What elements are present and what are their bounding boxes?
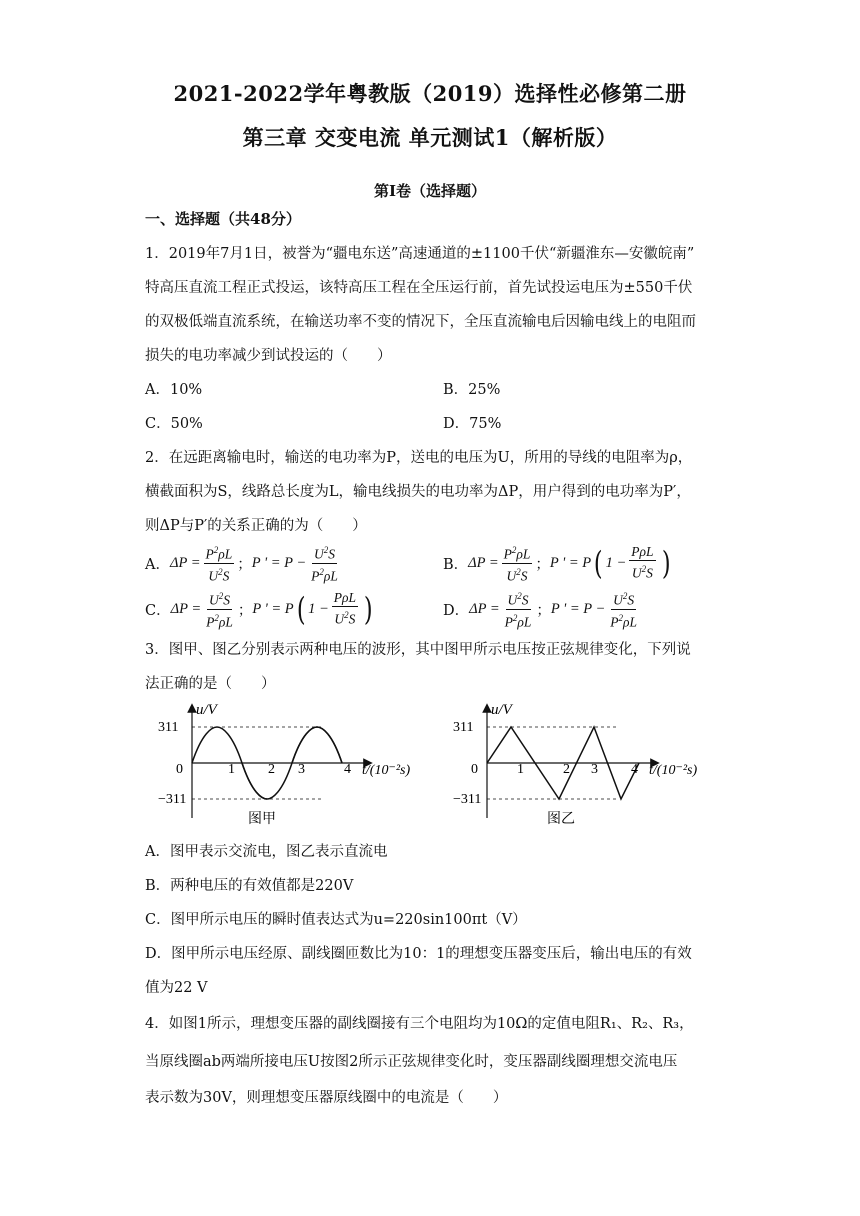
q2-option-b-label: B．: [443, 556, 469, 573]
y-min-label: −311: [453, 792, 482, 807]
q2-option-d[interactable]: D． ΔP = $\frac{U^2S}{P^2\rho L}$ ； P ' = P − $\frac{U^2S}{P^2\rho L}$: [443, 588, 642, 630]
figure-caption: 图甲: [248, 812, 276, 827]
q3-option-d[interactable]: D．图甲所示电压经原、副线圈匝数比为10：1的理想变压器变压后，输出电压的有效: [145, 946, 692, 962]
q4-line: 当原线圈ab两端所接电压U按图2所示正弦规律变化时，变压器副线圈理想交流电压: [145, 1054, 678, 1070]
q2-option-c-label: C．: [145, 602, 171, 619]
q3-line: 3．图甲、图乙分别表示两种电压的波形，其中图甲所示电压按正弦规律变化，下列说: [145, 642, 691, 658]
q1-line: 损失的电功率减少到试投运的（ ）: [145, 348, 392, 364]
q2-option-b[interactable]: B． ΔP = $\frac{P^2\rho L}{U^2S}$ ； P ' = P ( 1 − $\frac{\text{PρL}}{U^2S}$ ): [443, 544, 671, 583]
formula-a: ΔP =: [169, 554, 201, 571]
q3-option-a[interactable]: A．图甲表示交流电，图乙表示直流电: [145, 844, 388, 860]
x-axis-label: t/(10⁻²s): [362, 763, 411, 778]
q3-line: 法正确的是（ ）: [145, 676, 276, 692]
q1-option-b[interactable]: B．25%: [443, 382, 501, 398]
q1-option-a[interactable]: A．10%: [145, 382, 203, 398]
section-heading: 一、选择题（共48分）: [145, 210, 301, 228]
x-tick: 4: [344, 762, 351, 777]
origin-label: 0: [176, 762, 183, 777]
q3-option-d-cont: 值为22 V: [145, 980, 208, 996]
volume-heading: 第Ⅰ卷（选择题）: [373, 182, 487, 200]
q3-option-b[interactable]: B．两种电压的有效值都是220V: [145, 878, 354, 894]
formula-d: ΔP =: [469, 600, 500, 617]
q1-line: 1．2019年7月1日，被誉为“疆电东送”高速通道的±1100千伏“新疆淮东—安徽皖南”: [145, 246, 695, 262]
y-max-label: 311: [158, 720, 179, 735]
x-axis-label: t/(10⁻²s): [649, 763, 698, 778]
q1-line: 的双极低端直流系统，在输送功率不变的情况下，全压直流输电后因输电线上的电阻而: [145, 314, 696, 330]
x-tick: 4: [631, 762, 638, 777]
q2-option-a[interactable]: A． ΔP = $\frac{P^2\rho L}{U^2S}$ ； P ' = P − $\frac{U^2S}{P^2\rho L}$: [145, 542, 343, 584]
q1-line: 特高压直流工程正式投运，该特高压工程在全压运行前，首先试投运电压为±550千伏: [145, 280, 693, 296]
q1-option-c[interactable]: C．50%: [145, 416, 203, 432]
q2-line: 2．在远距离输电时，输送的电功率为P，送电的电压为U，所用的导线的电阻率为ρ，: [145, 450, 693, 466]
q2-line: 则ΔP与P′的关系正确的为（ ）: [145, 518, 367, 534]
q1-option-d[interactable]: D．75%: [443, 416, 502, 432]
x-tick: 1: [228, 762, 235, 777]
x-tick: 2: [563, 762, 570, 777]
q4-line: 4．如图1所示，理想变压器的副线圈接有三个电阻均为10Ω的定值电阻R₁、R₂、R₃，: [145, 1016, 694, 1032]
y-min-label: −311: [158, 792, 187, 807]
figure-caption: 图乙: [547, 812, 575, 827]
figure-sine-wave: [150, 700, 430, 830]
q2-option-d-label: D．: [443, 602, 470, 619]
x-tick: 2: [268, 762, 275, 777]
title-line-1: 2021-2022学年粤教版（2019）选择性必修第二册: [173, 81, 687, 106]
x-tick: 1: [517, 762, 524, 777]
q2-option-c[interactable]: C． ΔP = $\frac{U^2S}{P^2\rho L}$ ； P ' = P ( 1 − $\frac{\text{PρL}}{U^2S}$ ): [145, 590, 373, 629]
figure-triangle-wave: [445, 700, 725, 830]
x-tick: 3: [298, 762, 305, 777]
formula-c: ΔP =: [170, 600, 202, 617]
y-axis-label: u/V: [196, 702, 217, 718]
q2-line: 横截面积为S，线路总长度为L，输电线损失的电功率为ΔP，用户得到的电功率为P′，: [145, 484, 691, 500]
formula-b: ΔP =: [468, 554, 499, 571]
y-max-label: 311: [453, 720, 474, 735]
origin-label: 0: [471, 762, 478, 777]
q4-line: 表示数为30V，则理想变压器原线圈中的电流是（ ）: [145, 1090, 508, 1106]
title-line-2: 第三章 交变电流 单元测试1（解析版）: [242, 125, 618, 150]
y-axis-label: u/V: [491, 702, 512, 718]
q2-option-a-label: A．: [145, 556, 170, 573]
q3-option-c[interactable]: C．图甲所示电压的瞬时值表达式为u=220sin100πt（V）: [145, 912, 527, 928]
x-tick: 3: [591, 762, 598, 777]
